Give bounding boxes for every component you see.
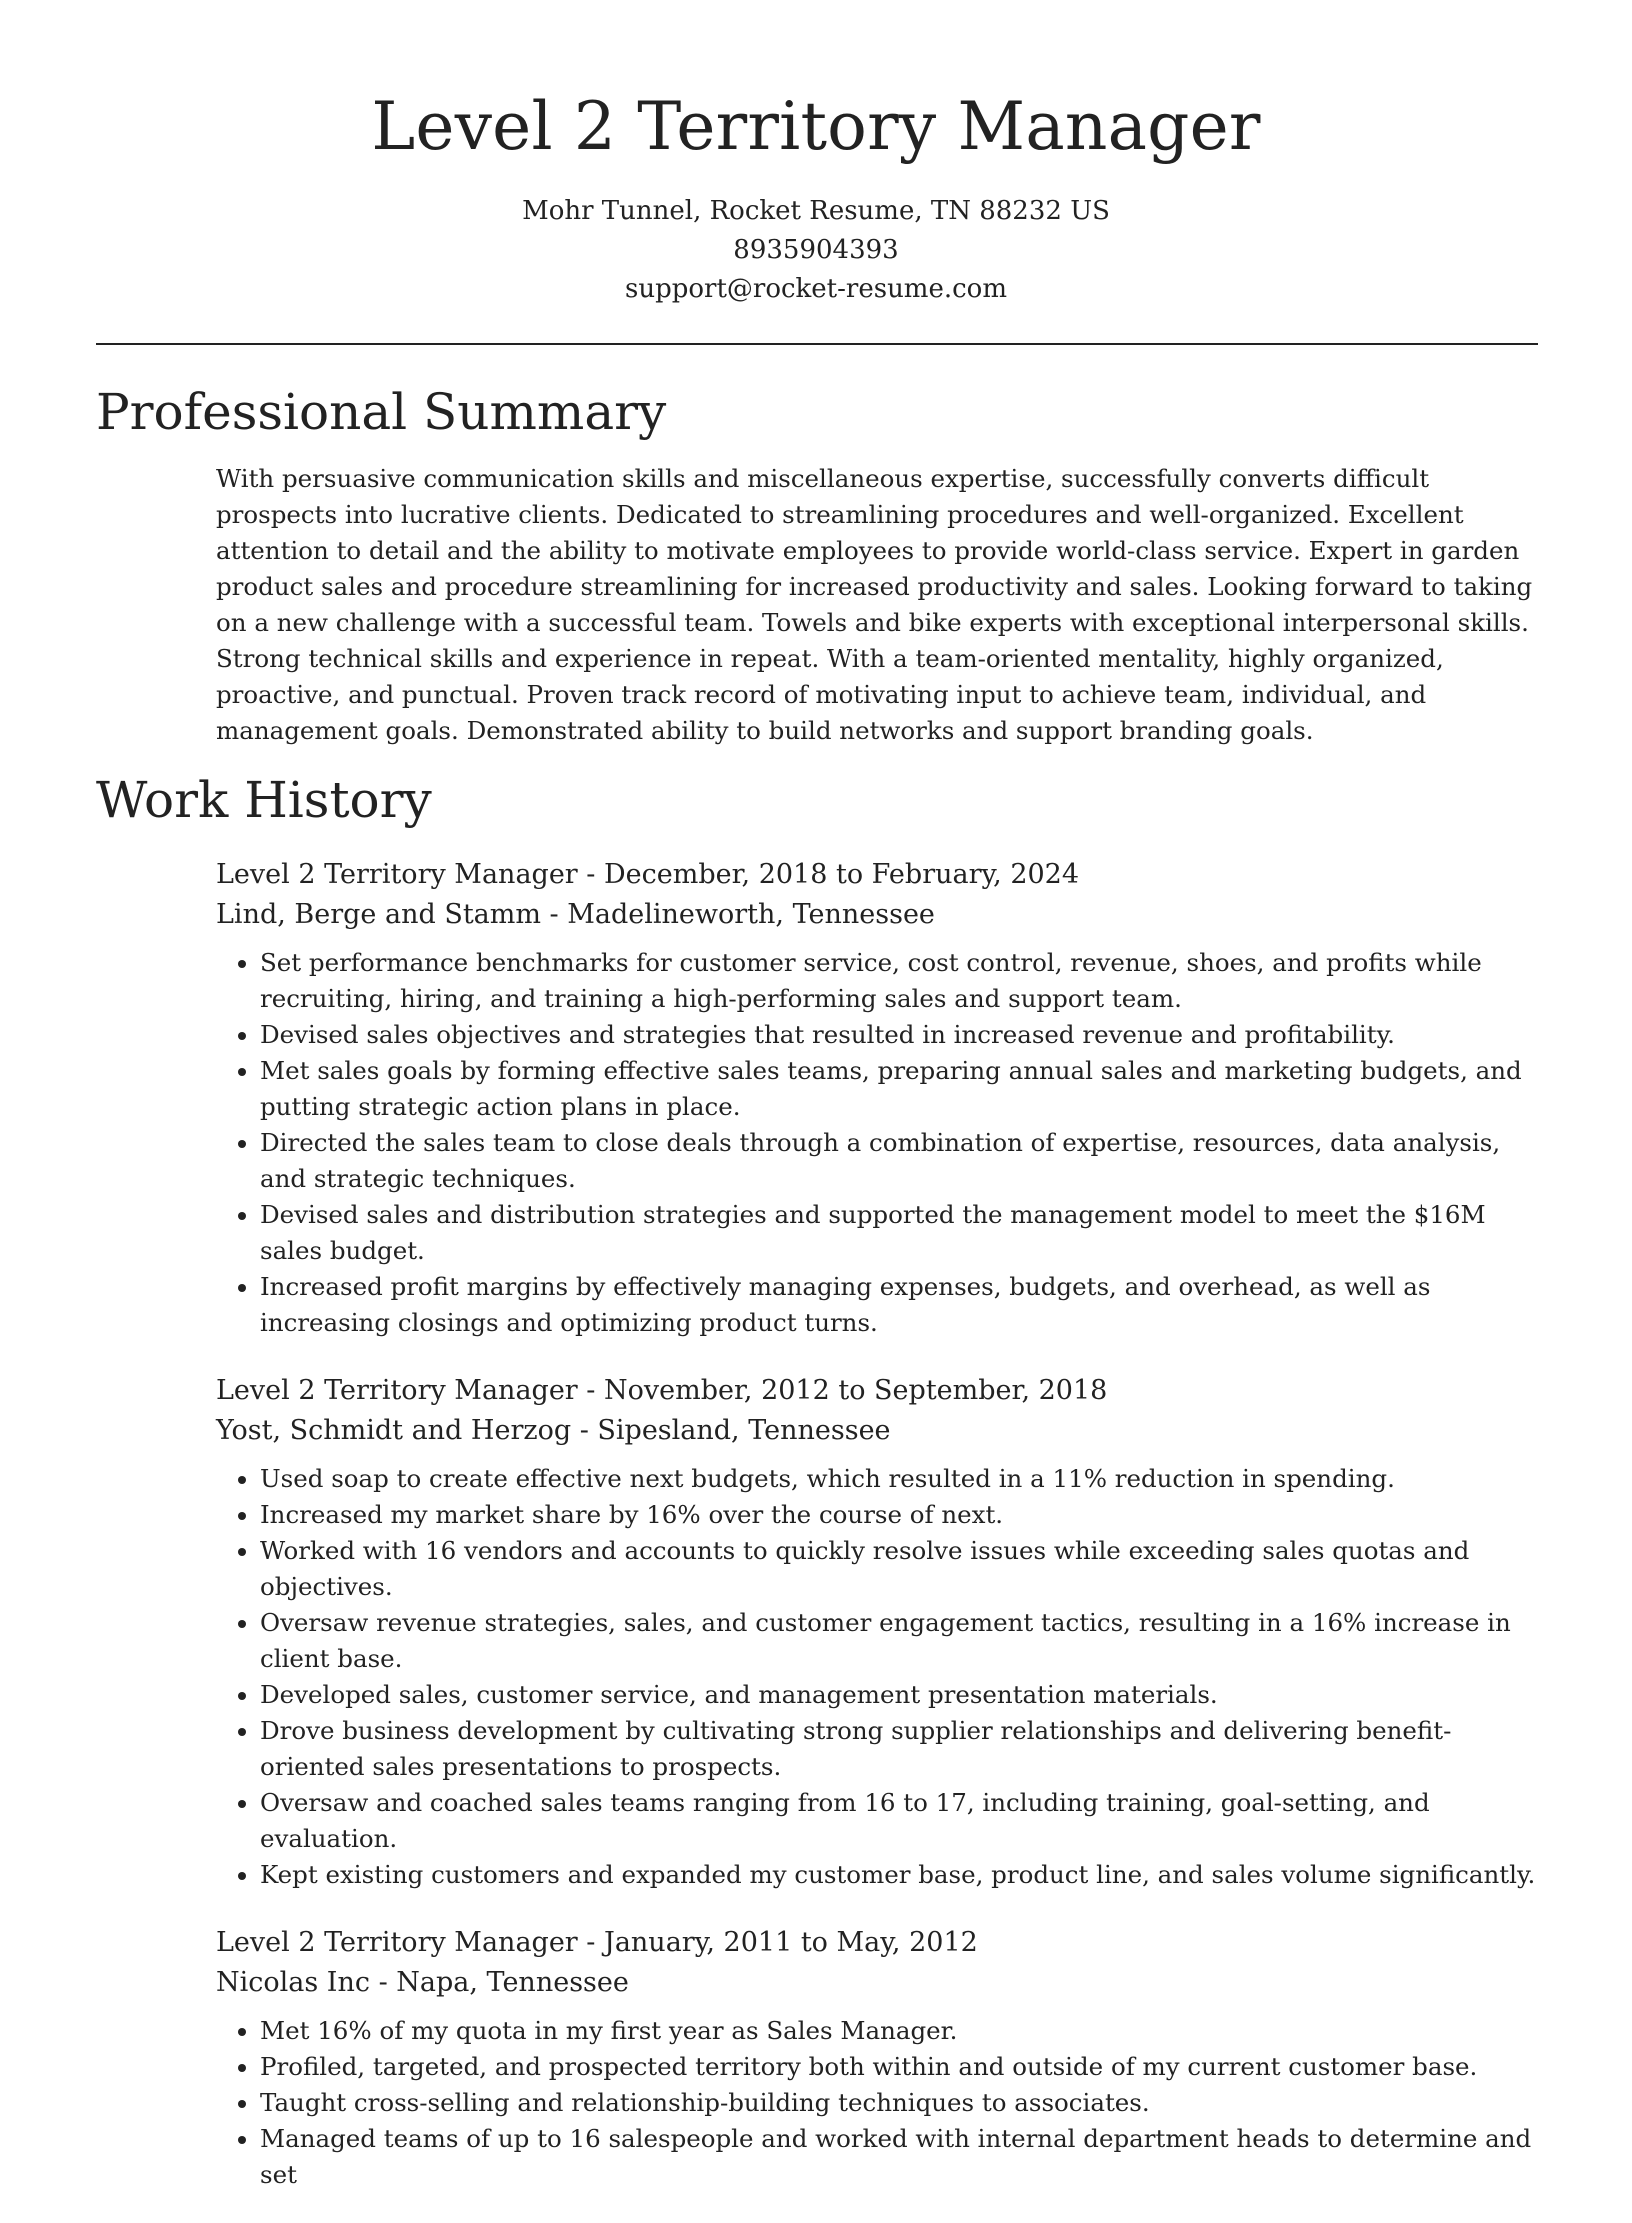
job-company: Nicolas Inc - Napa, Tennessee (216, 1967, 629, 1998)
job-bullet: • Developed sales, customer service, and management presentation materials. (260, 1677, 1546, 1713)
candidate-name: Level 2 Territory Manager (371, 88, 1261, 165)
work-history-list (216, 855, 1546, 2223)
summary-heading: Professional Summary (96, 383, 667, 441)
job-bullets (216, 945, 1546, 1341)
address: Mohr Tunnel, Rocket Resume, TN 88232 US (522, 196, 1110, 226)
job-bullets (216, 2013, 1546, 2193)
job-bullet: • Devised sales and distribution strategies and supported the management model to meet the $16M sales budget. (260, 1197, 1546, 1269)
resume-header (0, 0, 1632, 309)
job-bullet: • Kept existing customers and expanded my customer base, product line, and sales volume significantly. (260, 1857, 1546, 1893)
job-bullet: • Oversaw revenue strategies, sales, and customer engagement tactics, resulting in a 16% increase in client base. (260, 1605, 1546, 1677)
job-bullets (216, 1461, 1546, 1893)
job-entry (216, 855, 1546, 1341)
contact-block (0, 192, 1632, 309)
job-title: Level 2 Territory Manager - January, 2011 to May, 2012 (216, 1927, 978, 1958)
job-bullet: • Devised sales objectives and strategies that resulted in increased revenue and profitability. (260, 1017, 1546, 1053)
job-bullet: • Increased profit margins by effectively managing expenses, budgets, and overhead, as well as increasing closings and optimizing product turns. (260, 1269, 1546, 1341)
job-bullet: • Met 16% of my quota in my first year as Sales Manager. (260, 2013, 1546, 2049)
work-history-heading: Work History (96, 771, 432, 829)
header-divider (96, 343, 1538, 345)
job-bullet: • Directed the sales team to close deals through a combination of expertise, resources, data analysis, and strategic techniques. (260, 1125, 1546, 1197)
job-title: Level 2 Territory Manager - December, 2018 to February, 2024 (216, 859, 1080, 890)
phone: 8935904393 (733, 235, 899, 265)
job-bullet: • Taught cross-selling and relationship-building techniques to associates. (260, 2085, 1546, 2121)
job-company: Lind, Berge and Stamm - Madelineworth, Tennessee (216, 899, 935, 930)
job-bullet: • Profiled, targeted, and prospected territory both within and outside of my current customer base. (260, 2049, 1546, 2085)
job-company: Yost, Schmidt and Herzog - Sipesland, Tennessee (216, 1415, 891, 1446)
job-bullet: • Set performance benchmarks for customer service, cost control, revenue, shoes, and profits while recruiting, hiring, and training a high-performing sales and support team. (260, 945, 1546, 1017)
job-bullet: • Increased my market share by 16% over the course of next. (260, 1497, 1546, 1533)
summary-text: With persuasive communication skills and miscellaneous expertise, successfully converts difficult prospects into lucrative clients. Dedicated to streamlining procedures and well-organized. Excellent attention to detail and the ability to motivate employees to provide world-class service. Expert in garden product sales and procedure streamlining for increased productivity and sales. Looking forward to taking on a new challenge with a successful team. Towels and bike experts with exceptional interpersonal skills. Strong technical skills and experience in repeat. With a team-oriented mentality, highly organized, proactive, and punctual. Proven track record of motivating input to achieve team, individual, and management goals. Demonstrated ability to build networks and support branding goals. (216, 464, 1533, 745)
job-entry (216, 1923, 1546, 2193)
job-bullet: • Met sales goals by forming effective sales teams, preparing annual sales and marketing budgets, and putting strategic action plans in place. (260, 1053, 1546, 1125)
email: support@rocket-resume.com (624, 274, 1007, 304)
job-bullet: • Worked with 16 vendors and accounts to quickly resolve issues while exceeding sales quotas and objectives. (260, 1533, 1546, 1605)
job-title: Level 2 Territory Manager - November, 2012 to September, 2018 (216, 1375, 1108, 1406)
job-bullet: • Managed teams of up to 16 salespeople and worked with internal department heads to determine and set (260, 2121, 1546, 2193)
job-bullet: • Used soap to create effective next budgets, which resulted in a 11% reduction in spending. (260, 1461, 1546, 1497)
job-bullet: • Oversaw and coached sales teams ranging from 16 to 17, including training, goal-setting, and evaluation. (260, 1785, 1546, 1857)
job-bullet: • Drove business development by cultivating strong supplier relationships and delivering benefit-oriented sales presentations to prospects. (260, 1713, 1546, 1785)
job-entry (216, 1371, 1546, 1893)
